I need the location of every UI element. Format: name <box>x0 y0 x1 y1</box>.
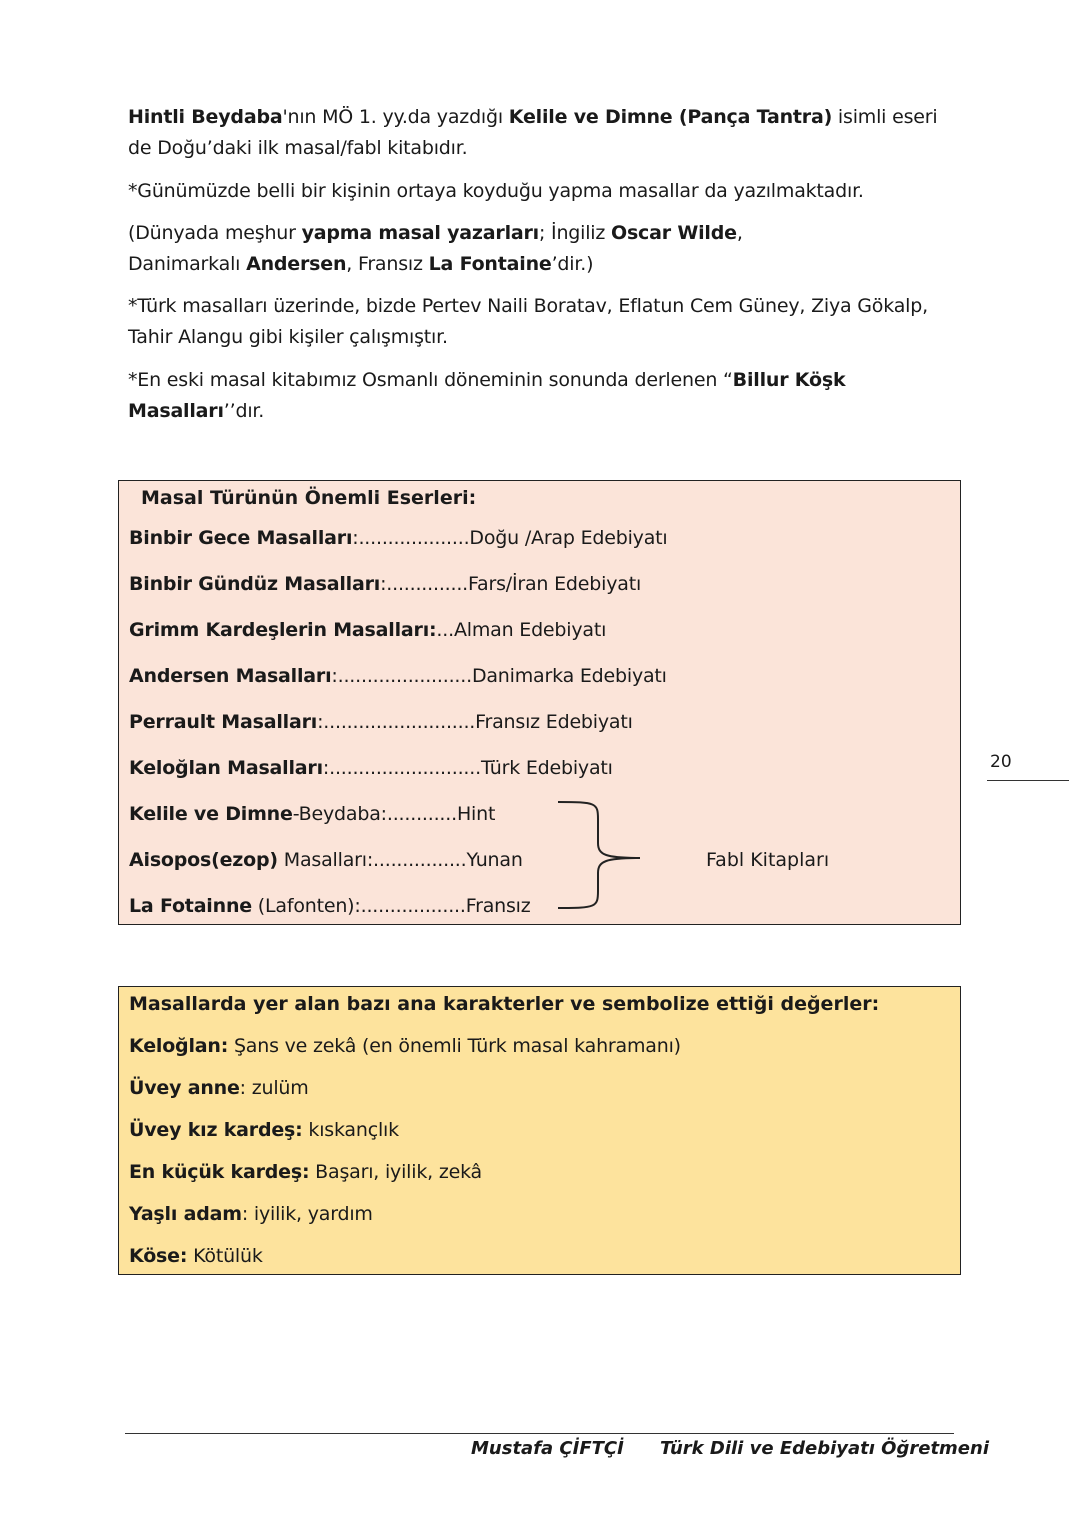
character-row: Keloğlan: Şans ve zekâ (en önemli Türk masal kahramanı) <box>129 1035 681 1057</box>
paragraph-billur-kosk: *En eski masal kitabımız Osmanlı döneminin sonunda derlenen “Billur Köşk Masalları’’dır. <box>128 369 846 422</box>
characters-box <box>118 986 961 1275</box>
work-row: Andersen Masalları:.......................Danimarka Edebiyatı <box>129 665 667 687</box>
footer-rule <box>125 1433 954 1434</box>
work-row: Grimm Kardeşlerin Masalları:...Alman Edebiyatı <box>129 619 607 641</box>
works-box-title: Masal Türünün Önemli Eserleri: <box>141 487 477 509</box>
paragraph-yapma-masal: *Günümüzde belli bir kişinin ortaya koyduğu yapma masallar da yazılmaktadır. <box>128 180 864 202</box>
page-number-rule <box>987 780 1069 781</box>
page-number: 20 <box>990 752 1012 772</box>
footer-role: Türk Dili ve Edebiyatı Öğretmeni <box>660 1438 990 1459</box>
work-row: Perrault Masalları:..........................Fransız Edebiyatı <box>129 711 633 733</box>
character-row: En küçük kardeş: Başarı, iyilik, zekâ <box>129 1161 482 1183</box>
paragraph-kelile-dimne: Hintli Beydaba'nın MÖ 1. yy.da yazdığı Kelile ve Dimne (Pança Tantra) isimli eseri de Doğu’daki ilk masal/fabl kitabıdır. <box>128 106 938 159</box>
work-row: Keloğlan Masalları:..........................Türk Edebiyatı <box>129 757 613 779</box>
characters-box-title: Masallarda yer alan bazı ana karakterler ve sembolize ettiği değerler: <box>129 993 880 1015</box>
fable-books-label: Fabl Kitapları <box>706 849 830 871</box>
curly-brace-icon <box>556 799 646 911</box>
character-row: Köse: Kötülük <box>129 1245 263 1267</box>
paragraph-turk-masallari: *Türk masalları üzerinde, bizde Pertev Naili Boratav, Eflatun Cem Güney, Ziya Gökalp, Tahir Alangu gibi kişiler çalışmıştır. <box>128 295 928 348</box>
character-row: Üvey kız kardeş: kıskançlık <box>129 1119 399 1141</box>
fable-row: La Fotainne (Lafonten):..................Fransız <box>129 895 531 917</box>
fable-row: Kelile ve Dimne-Beydaba:............Hint <box>129 803 496 825</box>
work-row: Binbir Gece Masalları:...................Doğu /Arap Edebiyatı <box>129 527 668 549</box>
fable-row: Aisopos(ezop) Masalları:................Yunan <box>129 849 523 871</box>
footer-author: Mustafa ÇİFTÇİ <box>471 1438 624 1459</box>
character-row: Yaşlı adam: iyilik, yardım <box>129 1203 373 1225</box>
paragraph-masal-yazarlari: (Dünyada meşhur yapma masal yazarları; İngiliz Oscar Wilde, Danimarkalı Andersen, Fransız La Fontaine’dir.) <box>128 222 743 275</box>
important-works-box <box>118 480 961 925</box>
work-row: Binbir Gündüz Masalları:..............Fars/İran Edebiyatı <box>129 573 642 595</box>
character-row: Üvey anne: zulüm <box>129 1077 309 1099</box>
